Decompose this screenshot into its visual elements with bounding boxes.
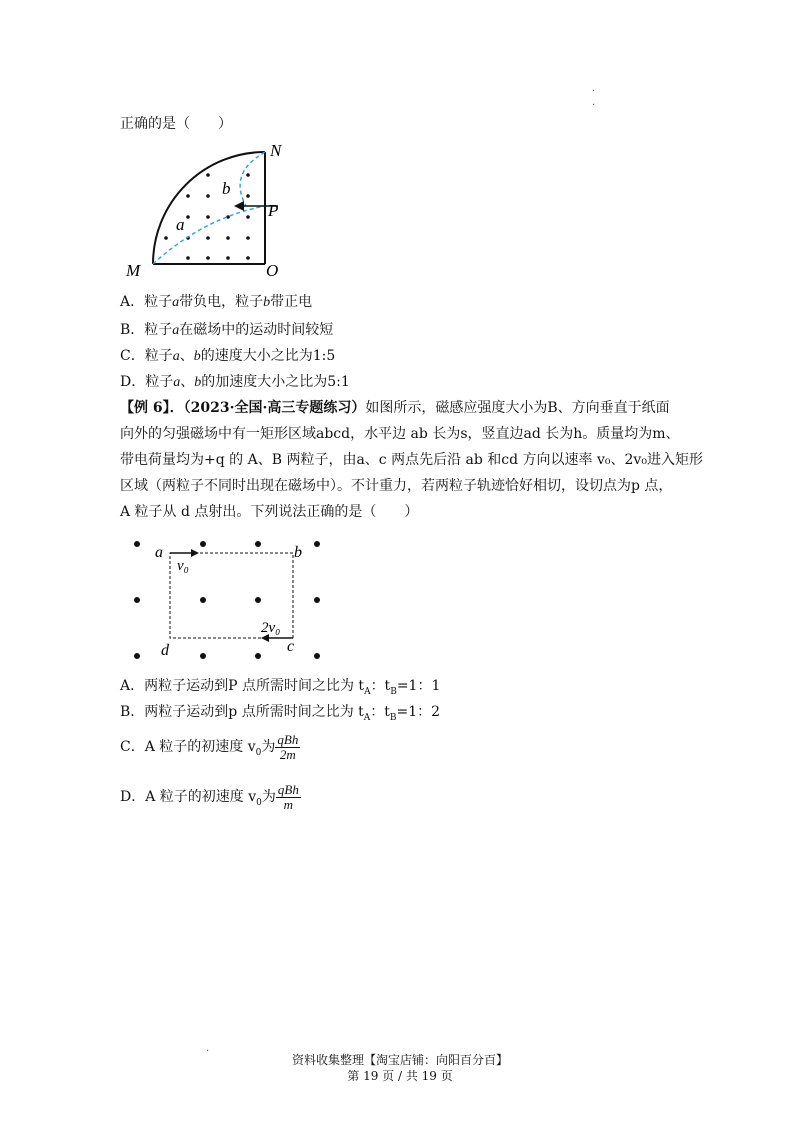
- fraction-qBh-m: $\frac{\text{qBh}}{m}$: [277, 781, 299, 812]
- q6-tag: 【例 6】．（2023·全国·高三专题练习）: [120, 400, 366, 416]
- label-O: O: [266, 261, 279, 280]
- label-b: b: [294, 544, 302, 561]
- label-a: a: [155, 544, 163, 561]
- label-N: N: [270, 141, 282, 160]
- label-P: P: [268, 201, 279, 220]
- footer-page-number: 第 19 页 / 共 19 页: [347, 1069, 453, 1083]
- label-2v0: 2v₀: [261, 620, 281, 636]
- q6-line-4: 区域（两粒子不同时出现在磁场中）。不计重力，若两粒子轨迹恰好相切，设切点为p 点，: [120, 478, 673, 494]
- q5-option-D: D．粒子a、b的加速度大小之比为5:1: [120, 374, 350, 390]
- trajectory-a: [153, 206, 265, 264]
- scan-mark: ·: [592, 86, 596, 97]
- q5-option-B: B．粒子a在磁场中的运动时间较短: [120, 322, 334, 338]
- q5-option-C: C．粒子a、b的速度大小之比为1:5: [120, 348, 336, 364]
- q6-option-A: A．两粒子运动到P 点所需时间之比为 $t_A$：$t_B=1$：1: [120, 678, 441, 697]
- label-c: c: [287, 638, 295, 655]
- scan-mark: ·: [592, 100, 596, 111]
- fraction-qBh-2m: $\frac{\text{qBh}}{2m}$: [277, 731, 299, 762]
- label-b: b: [222, 179, 231, 198]
- footer-source: 资料收集整理【淘宝店铺：向阳百分百】: [291, 1053, 508, 1067]
- v0-arrow-head: [191, 549, 199, 557]
- quarter-circle-boundary: [153, 152, 265, 264]
- trajectory-b: [240, 152, 265, 206]
- q6-option-D: D．A 粒子的初速度 $v_0$为 $\frac{\text{qBh}}{m}$: [120, 781, 299, 812]
- q5-option-A: A．粒子a带负电，粒子b带正电: [120, 294, 313, 310]
- label-a: a: [176, 215, 185, 234]
- q6-figure: [125, 532, 335, 667]
- q6-option-B: B．两粒子运动到p 点所需时间之比为 $t_A$：$t_B=1$：2: [120, 704, 441, 723]
- q6-line-5: A 粒子从 d 点射出。下列说法正确的是（ ）: [120, 504, 419, 520]
- arrow-head: [234, 201, 244, 211]
- q6-line-2: 向外的匀强磁场中有一矩形区域abcd，水平边 ab 长为s，竖直边ad 长为h。质量均为m、: [120, 426, 680, 442]
- q5-figure: [118, 138, 298, 280]
- q5-stem: 正确的是（ ）: [120, 116, 232, 132]
- q6-line-1: 【例 6】．（2023·全国·高三专题练习）如图所示，磁感应强度大小为B、方向垂直于纸面: [120, 400, 670, 416]
- label-M: M: [126, 261, 141, 280]
- q6-line-3: 带电荷量均为+q 的 A、B 两粒子，由a、c 两点先后沿 ab 和cd 方向以速率 v₀、2v₀进入矩形: [120, 452, 703, 468]
- label-v0: v₀: [177, 558, 189, 574]
- q6-option-C: C．A 粒子的初速度 $v_0$为 $\frac{\text{qBh}}{2m}$: [120, 731, 299, 762]
- scan-mark: ·: [206, 1046, 210, 1057]
- label-d: d: [161, 642, 169, 659]
